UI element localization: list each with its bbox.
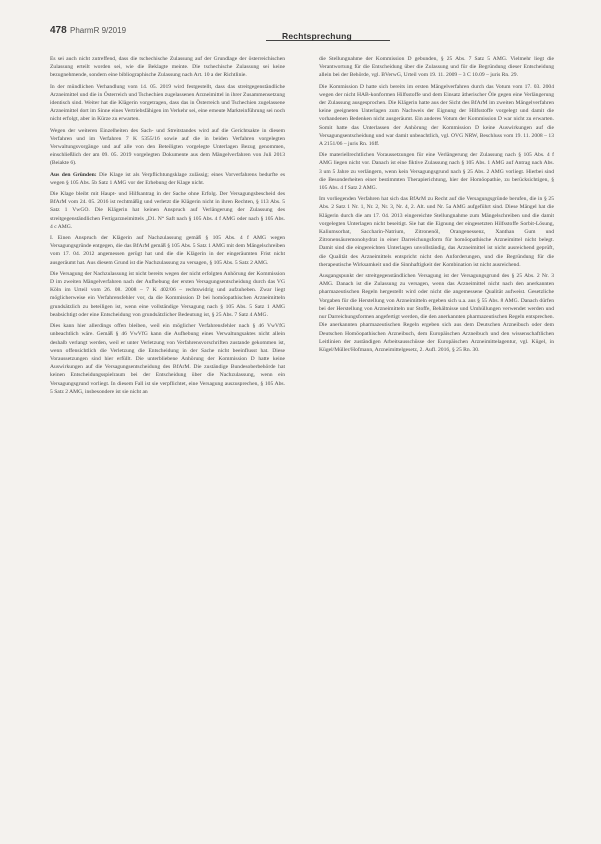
section-heading: Rechtsprechung (282, 31, 352, 41)
paragraph (319, 55, 554, 80)
left-column (50, 55, 285, 399)
paragraph (319, 83, 554, 149)
paragraph (319, 272, 554, 354)
paragraph-text: die Stellungnahme der Kommission D gebunden, § 25 Abs. 7 Satz 5 AMG. Vielmehr liegt die Verantwortung für die Entscheidung über die Zulassung und für die Begründung dieser Entscheidung allein bei der Behörde, vgl. BVerwG, Urteil vom 19. 11. 2009 – 3 C 10.09 – juris Rn. 29. (319, 56, 554, 79)
paragraph (50, 83, 285, 124)
paragraph (50, 55, 285, 80)
paragraph (50, 190, 285, 231)
paragraph (319, 151, 554, 192)
paragraph-text: Wegen der weiteren Einzelheiten des Sach- und Streitstandes wird auf die Gerichtsakte in diesem Verfahren und im Verfahren 7 K 5355/16 sowie auf die in beiden Verfahren vorgelegten Verwaltungsvorgänge und auf alle von den Beteiligten vorgelegte Unterlagen Bezug genommen, einschließlich der am 09. 05. 2019 vorgelegten Dokumente aus dem Mängelverfahren von Juli 2013 (Beiakte 6). (50, 127, 285, 167)
paragraph-text: I. Einen Anspruch der Klägerin auf Nachzulassung gemäß § 105 Abs. 4 f AMG wegen Versagungsgründe entgegen, die das BfArM gemäß § 105 Abs. 5 Satz 1 AMG mit dem Mängelschreiben vom 17. 04. 2012 angemessen gerügt hat und die die Klägerin in der eingeräumten Frist nicht ausgeräumt hat. Aus diesem Grund ist die Nachzulassung zu versagen, § 105 Abs. 5 Satz 2 AMG. (50, 235, 285, 266)
paragraph-text: Ausgangspunkt der streitgegenständlichen Versagung ist der Versagungsgrund des § 25 Abs. 2 Nr. 3 AMG. Danach ist die Zulassung zu versagen, wenn das Arzneimittel nicht nach den anerkannten pharmazeutischen Regeln hergestellt wird oder nicht die angemessene Qualität aufweist. Gesetzliche Vorgaben für die Herstellung von Arzneimitteln ergeben sich u.a. aus § 55 Abs. 8 AMG. Danach dürfen bei der Herstellung von Arzneimitteln nur Stoffe, Behältnisse und Umhüllungen verwendet werden und nur Darreichungsformen angefertigt werden, die den anerkannten pharmazeutischen Regeln entsprechen. Die anerkannten pharmazeutischen Regeln ergeben sich aus dem Deutschen Arzneibuch oder dem Deutschen Homöopathischen Arzneibuch, dem Europäischen Arzneibuch und den wissenschaftlichen Leitlinien der zuständigen Arbeitsausschüsse der Europäischen Arzneimittelagentur, vgl. Kügel, in Kügel/Müller/Hofmann, Arzneimittelgesetz, 2. Aufl. 2016, § 25 Rn. 30. (319, 273, 554, 353)
right-column (319, 55, 554, 357)
journal-title: PharmR 9/2019 (70, 26, 127, 35)
paragraph-text: Die Klage bleibt mit Haupt- und Hilfsantrag in der Sache ohne Erfolg. Der Versagungsbescheid des BfArM vom 24. 05. 2016 ist rechtmäßig und verletzt die Klägerin nicht in ihren Rechten, § 113 Abs. 5 Satz 1 VwGO. Die Klägerin hat keinen Anspruch auf Verlängerung der Zulassung des streitgegenständlichen Fertigarzneimittels „D1. N“ Saft nach § 105 Abs. 4 f AMG oder nach § 105 Abs. 4 c AMG. (50, 191, 285, 230)
page-header (50, 22, 550, 42)
paragraph (50, 322, 285, 396)
paragraph (50, 234, 285, 267)
paragraph (50, 270, 285, 319)
paragraph-text: Die materiellrechtlichen Voraussetzungen für eine Verlängerung der Zulassung nach § 105 Abs. 4 f AMG liegen nicht vor. Danach ist eine fiktive Zulassung nach § 105 Abs. 1 AMG auf Antrag nach Abs. 3 um 5 Jahre zu verlängern, wenn kein Versagungsgrund nach § 25 Abs. 2 AMG vorliegt. Hierbei sind die Besonderheiten einer bestimmten Therapierichtung, hier der Homöopathie, zu berücksichtigen, § 105 Abs. 4 f Satz 2 AMG. (319, 152, 554, 192)
paragraph (50, 171, 285, 187)
paragraph-text: Die Kommission D hatte sich bereits im ersten Mängelverfahren durch das Votum vom 17. 03. 2004 wegen der nicht HAB-konformen Hilfsstoffe und dem Einsatz ätherischer Öle gegen eine Verlängerung der Zulassung ausgesprochen. Die Klägerin hatte aus der Sicht des BfArM im zweiten Mängelverfahren keine geeigneten Unterlagen zum Nachweis der Eignung der Hilfsstoffe vorgelegt und damit die vorhandenen Bedenken nicht ausgeräumt. Ein anderes Votum der Kommission D war nicht zu erwarten. Somit hatte das Unterlassen der Anhörung der Kommission D keine Auswirkungen auf die Versagungsentscheidung und war damit unbeachtlich, vgl. OVG NRW, Beschluss vom 19. 11. 2008 – 13 A 2151/06 – juris Rn. 16ff. (319, 83, 554, 148)
paragraph-lead: Aus den Gründen: (50, 171, 97, 178)
paragraph (50, 127, 285, 168)
paragraph-text: Es sei auch nicht zutreffend, dass die tschechische Zulassung auf der Grundlage der österreichischen Zulassung erteilt worden sei, wie die Beklagte meinte. Die tschechische Zulassung sei keine bezugnehmende, sondern eine bibliographische Zulassung nach Art. 10 a der Richtlinie. (50, 56, 285, 79)
paragraph-text: Im vorliegenden Verfahren hat sich das BfArM zu Recht auf die Versagungsgründe berufen, die in § 25 Abs. 2 Satz 1 Nr. 1, Nr. 2, Nr. 3, Nr. 4, 2. Alt. und Nr. 5a AMG aufgeführt sind. Diese Mängel hat die Klägerin durch die am 17. 04. 2013 eingereichte Stellungnahme zum Mängelschreiben und die damit vorgelegten Unterlagen nicht beseitigt. Sie hat die Eignung der eingesetzten Hilfsstoffe Sorbit-Lösung, Kaliumsorbat, Saccharin-Natrium, Zitronenöl, Orangenessenz, Xanthan Gum und Zitronensäuremonohydrat in einer Darreichungsform für homöopathische Arzneimittel nicht belegt. Damit sind die eingereichten Unterlagen unvollständig, das Arzneimittel ist nicht ausreichend geprüft, die Qualität des Arzneimittels entspricht nicht den Anforderungen, und die Begründung für die therapeutische Wirksamkeit und die Sinnhaftigkeit der Kombination ist nicht ausreichend. (319, 196, 554, 268)
paragraph (319, 195, 554, 269)
paragraph-text: Die Versagung der Nachzulassung ist nicht bereits wegen der nicht erfolgten Anhörung der Kommission D im zweiten Mängelverfahren nach der Aufhebung der ersten Versagungsentscheidung durch das VG Köln im Urteil vom 26. 08. 2008 – 7 K 402/06 – rechtswidrig und aufzuheben. Zwar liegt möglicherweise ein Verfahrensfehler vor, da die Kommission D bei homöopathischen Arzneimitteln grundsätzlich zu beteiligen ist, wenn eine vollständige Versagung nach § 105 Abs. 5 Satz 1 AMG beabsichtigt oder eine Entscheidung von grundsätzlicher Bedeutung ist, § 25 Abs. 7 Satz 4 AMG. (50, 270, 285, 318)
page-number: 478 (50, 25, 67, 36)
paragraph-text: In der mündlichen Verhandlung vom 14. 05. 2019 wird festgestellt, dass das streitgegenständliche Arzneimittel und die in Österreich und Tschechien zugelassenen Arzneimittel in ihrer Zusammensetzung identisch sind. Weiter hat die Klägerin vorgetragen, dass das in Österreich und Tschechien zugelassene Arzneimittel dort im Sinne eines Vertriebsfähigen im Verkehr sei, eine erneute Markteinführung sei noch nicht erfolgt, aber in Kürze zu erwarten. (50, 83, 285, 123)
section-heading-box (266, 22, 390, 41)
paragraph-text: Dies kann hier allerdings offen bleiben, weil ein möglicher Verfahrensfehler nach § 46 VwVfG unbeachtlich wäre. Gemäß § 46 VwVfG kann die Aufhebung eines Verwaltungsaktes nicht allein deshalb verlangt werden, weil er unter Verletzung von Verfahrensvorschriften zustande gekommen ist, wenn offensichtlich die Verletzung die Entscheidung in der Sache nicht beeinflusst hat. Diese Voraussetzungen sind hier erfüllt. Die unterbliebene Anhörung der Kommission D hatte keine Auswirkungen auf die Versagungsentscheidung des BfArM. Die zuständige Bundesoberbehörde hat keinen Entscheidungsspielraum bei der Entscheidung über die Nachzulassung, wenn ein Versagungsgrund vorliegt. In diesem Fall ist sie verpflichtet, eine Versagung auszusprechen, § 105 Abs. 5 Satz 2 AMG, insbesondere ist sie nicht an (50, 323, 285, 395)
paragraph-text: Die Klage ist als Verpflichtungsklage zulässig; eines Vorverfahrens bedurfte es wegen § 105 Abs. 5b Satz 1 AMG vor der Erhebung der Klage nicht. (50, 171, 285, 186)
